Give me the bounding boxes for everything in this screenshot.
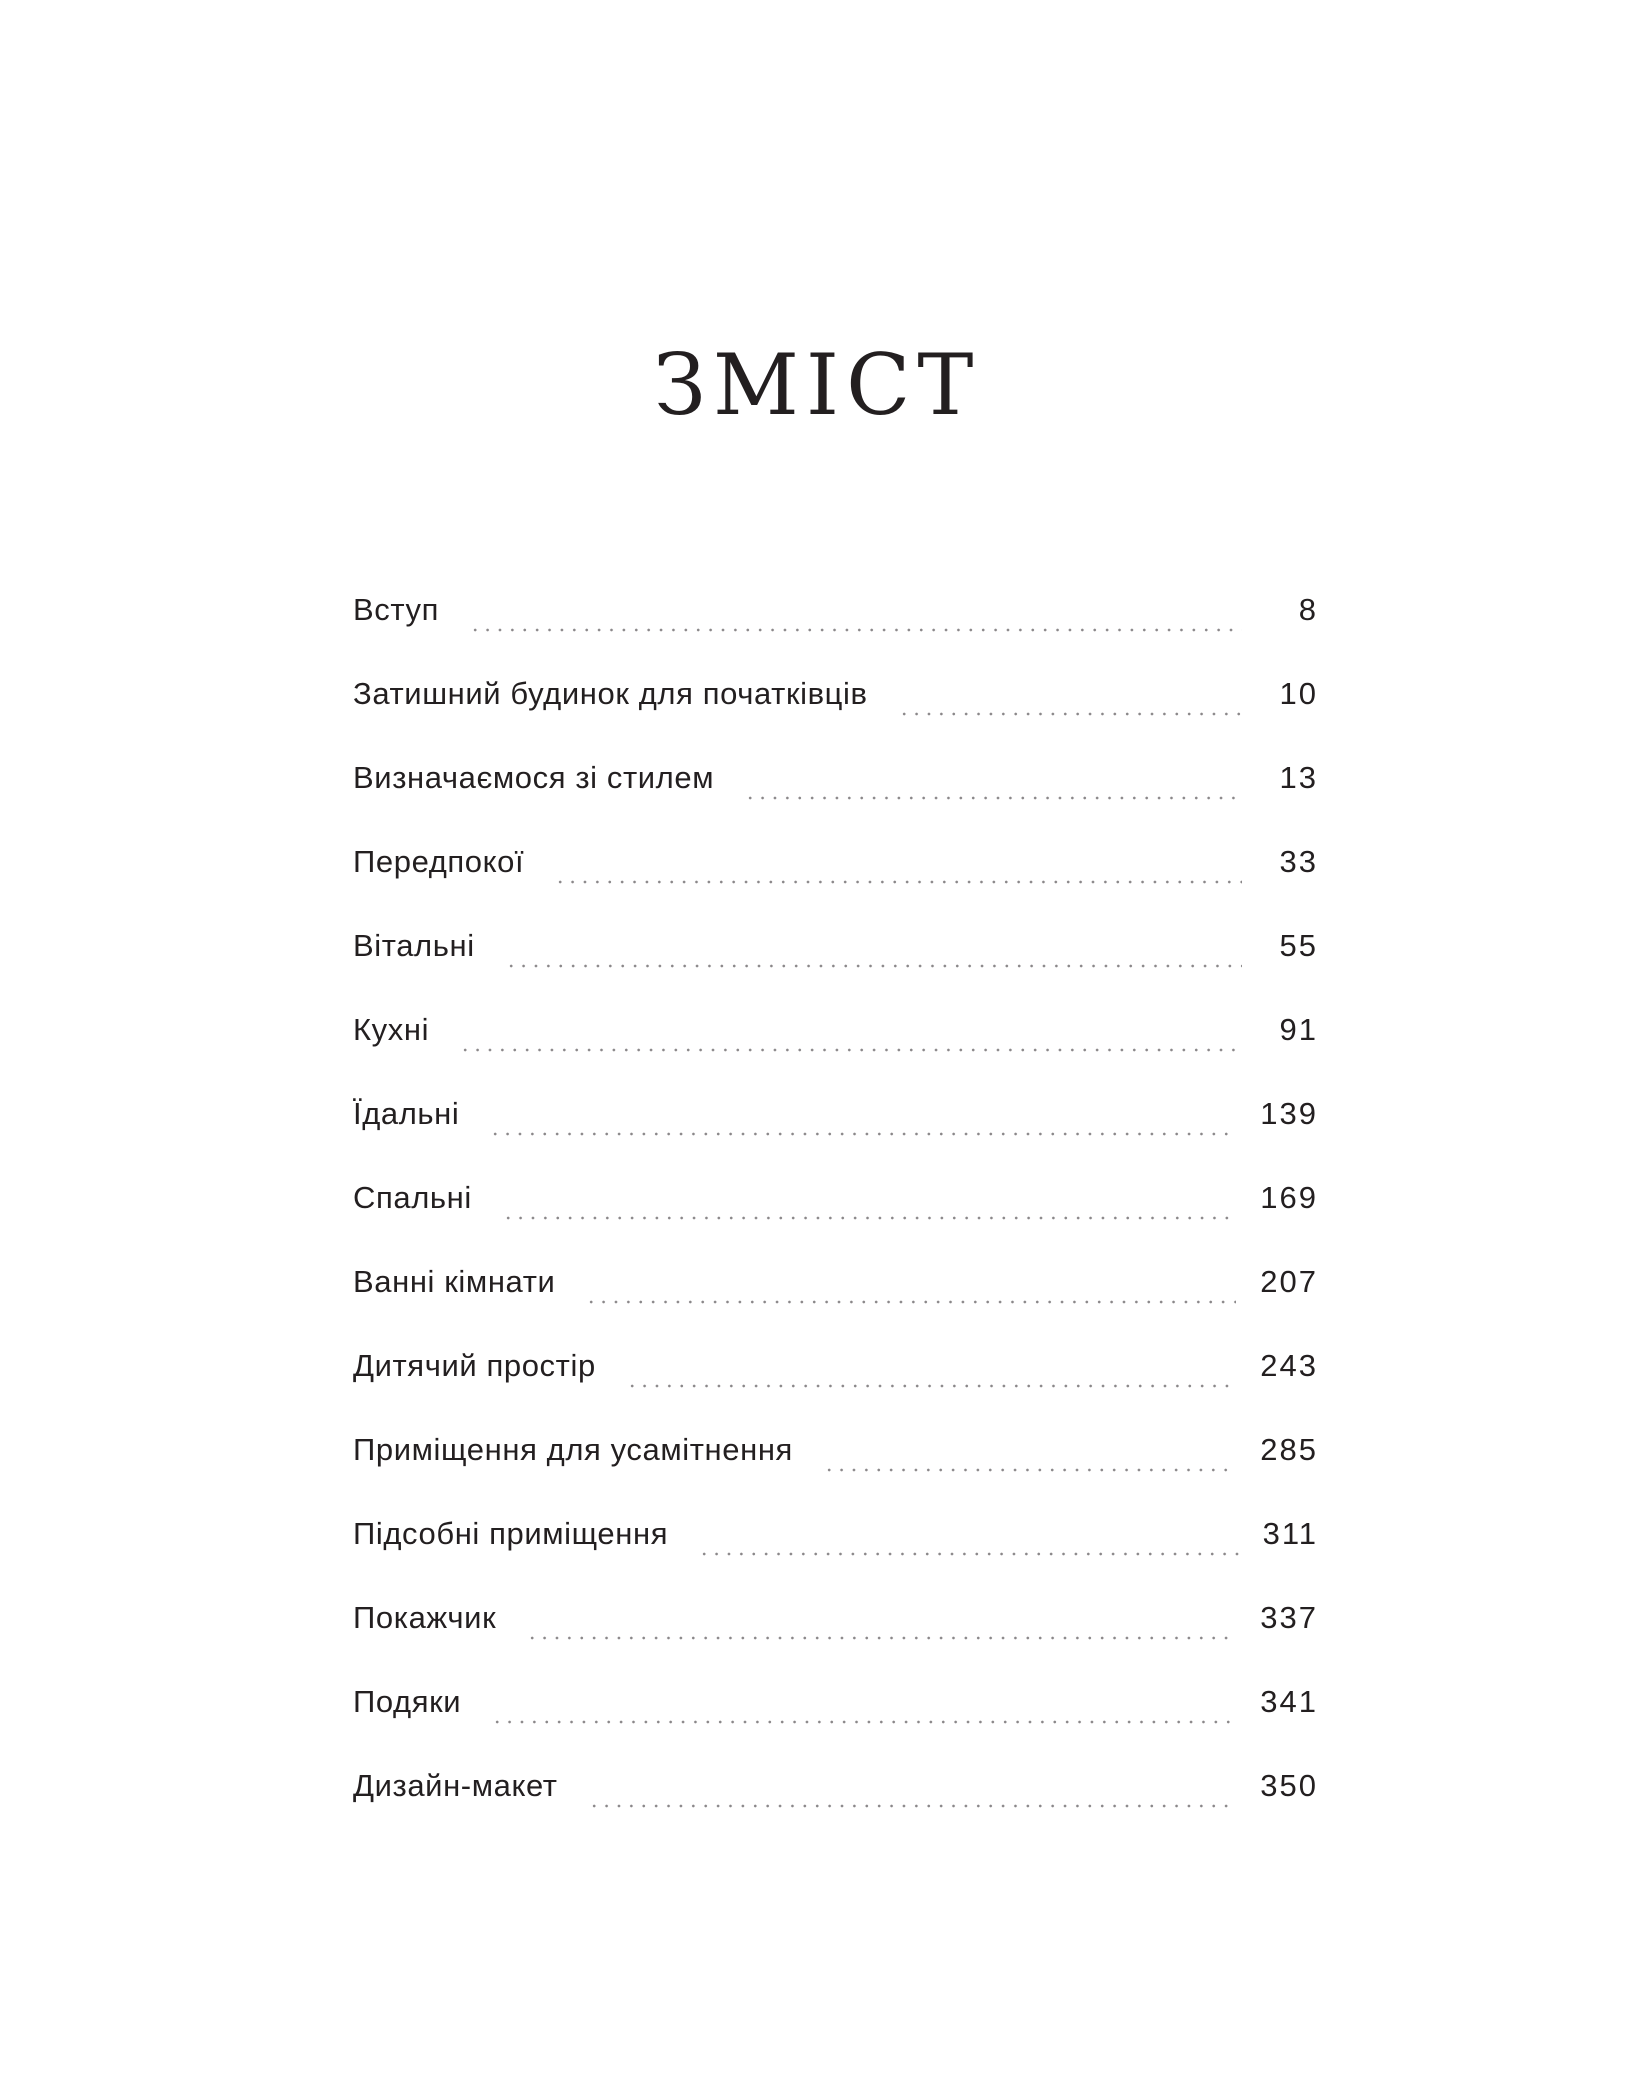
toc-dot-leader bbox=[489, 1132, 1236, 1136]
toc-entry-page-number: 10 bbox=[1279, 676, 1318, 711]
toc-entry-title: Визначаємося зі стилем bbox=[353, 760, 715, 795]
toc-entry-page-number: 13 bbox=[1279, 760, 1318, 795]
toc-dot-leader bbox=[698, 1552, 1238, 1556]
toc-entry-page-number: 337 bbox=[1260, 1600, 1318, 1635]
toc-entry[interactable] bbox=[353, 832, 1318, 916]
toc-entry[interactable] bbox=[353, 1588, 1318, 1672]
toc-entry-page-number: 341 bbox=[1260, 1684, 1318, 1719]
toc-entry-page-number: 169 bbox=[1260, 1180, 1318, 1215]
toc-dot-leader bbox=[526, 1636, 1236, 1640]
toc-entry-page-number: 207 bbox=[1260, 1264, 1318, 1299]
toc-entry[interactable] bbox=[353, 1672, 1318, 1756]
toc-entry-title: Передпокої bbox=[353, 844, 525, 879]
toc-dot-leader bbox=[626, 1384, 1236, 1388]
toc-entry-page-number: 139 bbox=[1260, 1096, 1318, 1131]
toc-dot-leader bbox=[823, 1468, 1236, 1472]
toc-entry[interactable] bbox=[353, 580, 1318, 664]
toc-dot-leader bbox=[744, 796, 1242, 800]
toc-entry[interactable] bbox=[353, 1000, 1318, 1084]
toc-entry[interactable] bbox=[353, 1252, 1318, 1336]
toc-entry[interactable] bbox=[353, 664, 1318, 748]
toc-entry[interactable] bbox=[353, 1420, 1318, 1504]
toc-entry[interactable] bbox=[353, 1168, 1318, 1252]
toc-entry-page-number: 311 bbox=[1262, 1516, 1318, 1551]
toc-entry-title: Покажчик bbox=[353, 1600, 497, 1635]
toc-dot-leader bbox=[505, 964, 1242, 968]
toc-entry-page-number: 33 bbox=[1279, 844, 1318, 879]
toc-entry-page-number: 91 bbox=[1279, 1012, 1318, 1047]
toc-entry-title: Дитячий простір bbox=[353, 1348, 596, 1383]
toc-entry-page-number: 55 bbox=[1279, 928, 1318, 963]
toc-entry-title: Вступ bbox=[353, 592, 440, 627]
toc-entry-page-number: 8 bbox=[1298, 592, 1318, 627]
toc-entry[interactable] bbox=[353, 1504, 1318, 1588]
toc-entry-title: Спальні bbox=[353, 1180, 472, 1215]
toc-entry[interactable] bbox=[353, 1336, 1318, 1420]
toc-entry-title: Приміщення для усамітнення bbox=[353, 1432, 793, 1467]
toc-dot-leader bbox=[588, 1804, 1237, 1808]
toc-dot-leader bbox=[554, 880, 1242, 884]
toc-entry-page-number: 350 bbox=[1260, 1768, 1318, 1803]
toc-entry[interactable] bbox=[353, 748, 1318, 832]
toc-entry-page-number: 285 bbox=[1260, 1432, 1318, 1467]
toc-dot-leader bbox=[502, 1216, 1236, 1220]
toc-entry[interactable] bbox=[353, 916, 1318, 1000]
toc-entry-title: Кухні bbox=[353, 1012, 430, 1047]
toc-dot-leader bbox=[491, 1720, 1236, 1724]
toc-entry-title: Дизайн-макет bbox=[353, 1768, 558, 1803]
page-title: ЗМІСТ bbox=[653, 336, 981, 434]
toc-dot-leader bbox=[459, 1048, 1242, 1052]
toc-entry-title: Підсобні приміщення bbox=[353, 1516, 669, 1551]
toc-entry[interactable] bbox=[353, 1084, 1318, 1168]
toc-dot-leader bbox=[585, 1300, 1236, 1304]
toc-entry[interactable] bbox=[353, 1756, 1318, 1840]
toc-list bbox=[353, 580, 1318, 1840]
toc-entry-title: Подяки bbox=[353, 1684, 462, 1719]
toc-entry-title: Ванні кімнати bbox=[353, 1264, 556, 1299]
toc-entry-title: Затишний будинок для початківців bbox=[353, 676, 868, 711]
toc-dot-leader bbox=[469, 628, 1242, 632]
toc-entry-title: Вітальні bbox=[353, 928, 475, 963]
toc-entry-page-number: 243 bbox=[1260, 1348, 1318, 1383]
toc-dot-leader bbox=[898, 712, 1242, 716]
toc-entry-title: Їдальні bbox=[353, 1096, 460, 1131]
